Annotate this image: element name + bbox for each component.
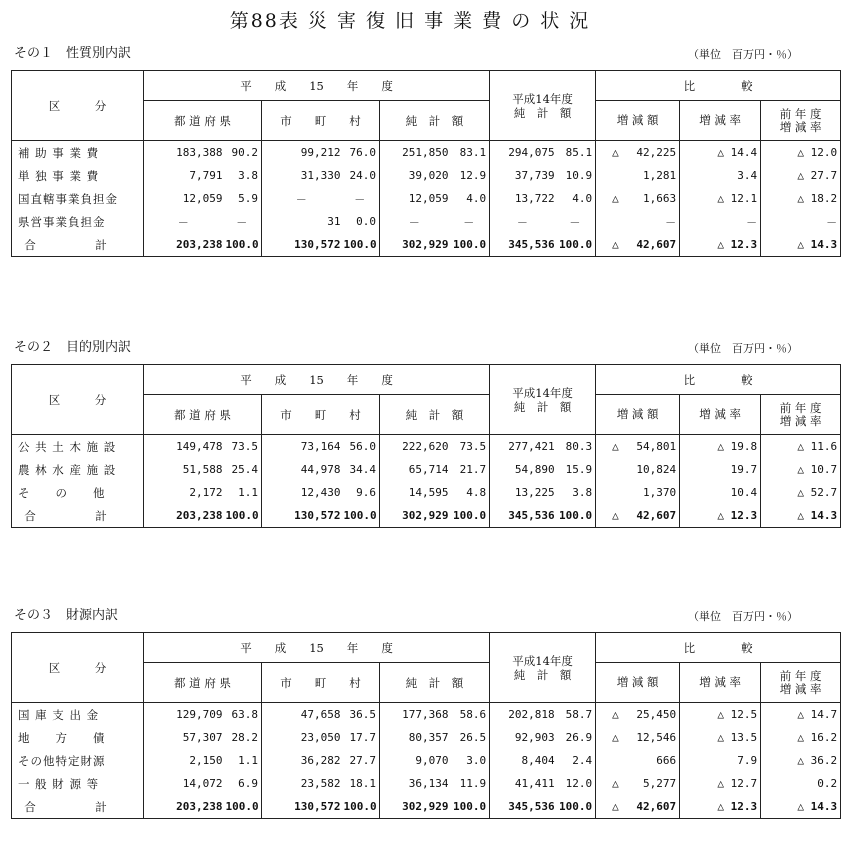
rate-cell: △ 12.1: [680, 187, 761, 210]
header-rate: 増 減 率: [680, 395, 761, 435]
rate-cell: 7.9: [680, 749, 761, 772]
section-title: その３ 財源内訳: [14, 608, 119, 623]
ratio-cell: 56.0: [349, 440, 376, 453]
header-municipality: 市 町 村: [262, 395, 380, 435]
amount-cell: 73,164: [262, 435, 344, 459]
ratio-cell: 18.1: [349, 777, 376, 790]
amount-cell: 65,714: [380, 458, 452, 481]
row-label: 県営事業負担金: [18, 214, 106, 229]
amount-cell: 345,536: [490, 795, 558, 819]
amount-cell: 37,739: [490, 164, 558, 187]
amount-cell: 203,238: [144, 504, 226, 528]
ratio-cell: 3.8: [238, 169, 258, 182]
diff-cell: [596, 187, 680, 210]
ratio-cell: 12.9: [459, 169, 487, 182]
row-label: 単 独 事 業 費: [18, 168, 100, 183]
ratio-cell: 15.9: [565, 463, 593, 476]
header-diff: 増 減 額: [596, 395, 680, 435]
amount-cell: 251,850: [380, 141, 452, 165]
ratio-cell: 100.0: [343, 509, 377, 522]
header-rate: 増 減 率: [680, 101, 761, 141]
diff-value: 10,824: [636, 463, 677, 476]
header-h14: 平成14年度 純 計 額: [490, 71, 596, 141]
ratio-cell: 6.9: [238, 777, 258, 790]
decrease-triangle: [596, 214, 612, 230]
prev-rate-cell: 0.2: [761, 772, 841, 795]
section-title: その２ 目的別内訳: [14, 340, 132, 355]
decrease-triangle: △: [612, 777, 619, 790]
diff-cell: [596, 164, 680, 187]
ratio-cell: 10.9: [565, 169, 593, 182]
ratio-cell: 4.0: [572, 192, 593, 205]
amount-cell: 203,238: [144, 233, 226, 257]
ratio-cell: 100.0: [452, 800, 487, 813]
header-h14: 平成14年度 純 計 額: [490, 633, 596, 703]
data-table: [11, 364, 841, 528]
table-row: [12, 703, 841, 727]
ratio-cell: －: [354, 192, 366, 206]
amount-cell: 31,330: [262, 164, 344, 187]
header-h15: 平 成 15 年 度: [144, 365, 490, 395]
amount-cell: 183,388: [144, 141, 226, 165]
amount-cell: 80,357: [380, 726, 452, 749]
prev-rate-cell: △ 18.2: [761, 187, 841, 210]
row-label: 国直轄事業負担金: [18, 191, 118, 206]
ratio-cell: 4.0: [466, 192, 487, 205]
row-label: その他特定財源: [18, 753, 106, 768]
diff-cell: [596, 504, 680, 528]
ratio-cell: 63.8: [231, 708, 258, 721]
rate-cell: △ 12.3: [680, 233, 761, 257]
diff-cell: [596, 141, 680, 165]
amount-cell: 57,307: [144, 726, 226, 749]
diff-value: 5,277: [642, 777, 677, 790]
amount-cell: 277,421: [490, 435, 558, 459]
ratio-cell: 90.2: [231, 146, 258, 159]
prev-rate-cell: △ 14.7: [761, 703, 841, 727]
ratio-cell: 2.4: [572, 754, 593, 767]
amount-cell: 345,536: [490, 233, 558, 257]
ratio-cell: 0.0: [356, 215, 376, 228]
ratio-cell: 100.0: [452, 509, 487, 522]
table-row: [12, 749, 841, 772]
header-category: 区 分: [12, 365, 144, 435]
amount-cell: 294,075: [490, 141, 558, 165]
amount-cell: 8,404: [490, 749, 558, 772]
decrease-triangle: △: [612, 708, 619, 721]
header-category: 区 分: [12, 633, 144, 703]
header-net: 純 計 額: [380, 663, 490, 703]
diff-value: 54,801: [636, 440, 677, 453]
ratio-cell: 17.7: [349, 731, 376, 744]
ratio-cell: 80.3: [565, 440, 593, 453]
rate-cell: －: [680, 210, 761, 233]
amount-cell: 51,588: [144, 458, 226, 481]
table-row: [12, 164, 841, 187]
decrease-triangle: [596, 169, 612, 182]
ratio-cell: 100.0: [558, 509, 593, 522]
ratio-cell: 3.0: [466, 754, 487, 767]
rate-cell: △ 12.5: [680, 703, 761, 727]
amount-cell: 2,150: [144, 749, 226, 772]
ratio-cell: 28.2: [231, 731, 258, 744]
amount-cell: 92,903: [490, 726, 558, 749]
amount-cell: 302,929: [380, 504, 452, 528]
diff-cell: [596, 210, 680, 233]
table-row: [12, 772, 841, 795]
ratio-cell: 100.0: [225, 238, 259, 251]
header-h15: 平 成 15 年 度: [144, 633, 490, 663]
header-prev-rate: 前 年 度 増 減 率: [761, 663, 841, 703]
amount-cell: 31: [262, 210, 344, 233]
amount-cell: 13,722: [490, 187, 558, 210]
amount-cell: 13,225: [490, 481, 558, 504]
diff-cell: [596, 435, 680, 459]
ratio-cell: 100.0: [452, 238, 487, 251]
ratio-cell: 73.5: [459, 440, 487, 453]
diff-value: 666: [656, 754, 677, 767]
header-h14: 平成14年度 純 計 額: [490, 365, 596, 435]
total-row: [12, 795, 841, 819]
ratio-cell: －: [569, 215, 581, 229]
amount-cell: －: [262, 187, 344, 210]
rate-cell: 19.7: [680, 458, 761, 481]
amount-cell: 23,582: [262, 772, 344, 795]
ratio-cell: 3.8: [572, 486, 593, 499]
amount-cell: 36,282: [262, 749, 344, 772]
header-prefecture: 都 道 府 県: [144, 663, 262, 703]
ratio-cell: 4.8: [466, 486, 487, 499]
amount-cell: －: [490, 210, 558, 233]
header-municipality: 市 町 村: [262, 663, 380, 703]
ratio-cell: 34.4: [349, 463, 376, 476]
decrease-triangle: △: [612, 731, 619, 744]
diff-value: －: [665, 215, 677, 229]
header-prefecture: 都 道 府 県: [144, 395, 262, 435]
decrease-triangle: △: [612, 800, 619, 813]
ratio-cell: 25.4: [231, 463, 258, 476]
ratio-cell: 24.0: [349, 169, 376, 182]
amount-cell: 39,020: [380, 164, 452, 187]
rate-cell: 10.4: [680, 481, 761, 504]
table-row: [12, 435, 841, 459]
decrease-triangle: [596, 754, 612, 767]
header-rate: 増 減 率: [680, 663, 761, 703]
diff-cell: [596, 703, 680, 727]
ratio-cell: 58.7: [565, 708, 593, 721]
table-row: [12, 187, 841, 210]
amount-cell: 99,212: [262, 141, 344, 165]
diff-value: 1,281: [642, 169, 677, 182]
diff-value: 42,607: [636, 800, 677, 813]
row-label: 合 計: [24, 237, 131, 252]
prev-rate-cell: －: [761, 210, 841, 233]
decrease-triangle: [596, 463, 612, 476]
rate-cell: △ 14.4: [680, 141, 761, 165]
amount-cell: 177,368: [380, 703, 452, 727]
header-diff: 増 減 額: [596, 663, 680, 703]
decrease-triangle: △: [612, 146, 619, 159]
header-diff: 増 減 額: [596, 101, 680, 141]
ratio-cell: －: [463, 215, 475, 229]
diff-value: 42,607: [636, 238, 677, 251]
ratio-cell: 12.0: [565, 777, 593, 790]
prev-rate-cell: △ 12.0: [761, 141, 841, 165]
header-prefecture: 都 道 府 県: [144, 101, 262, 141]
ratio-cell: －: [236, 215, 248, 229]
header-comparison: 比 較: [596, 365, 841, 395]
ratio-cell: 100.0: [225, 509, 259, 522]
ratio-cell: 36.5: [349, 708, 376, 721]
amount-cell: 12,059: [380, 187, 452, 210]
header-municipality: 市 町 村: [262, 101, 380, 141]
amount-cell: 130,572: [262, 795, 344, 819]
ratio-cell: 100.0: [558, 238, 593, 251]
rate-cell: △ 12.3: [680, 795, 761, 819]
header-row: [12, 633, 841, 663]
diff-value: 1,663: [642, 192, 677, 205]
ratio-cell: 58.6: [459, 708, 487, 721]
diff-cell: [596, 233, 680, 257]
amount-cell: 12,430: [262, 481, 344, 504]
diff-cell: [596, 772, 680, 795]
ratio-cell: 26.9: [565, 731, 593, 744]
amount-cell: 302,929: [380, 795, 452, 819]
ratio-cell: 100.0: [343, 238, 377, 251]
prev-rate-cell: △ 27.7: [761, 164, 841, 187]
diff-value: 12,546: [636, 731, 677, 744]
ratio-cell: 100.0: [225, 800, 259, 813]
decrease-triangle: △: [612, 440, 619, 453]
ratio-cell: 11.9: [459, 777, 487, 790]
rate-cell: △ 19.8: [680, 435, 761, 459]
ratio-cell: 1.1: [238, 486, 258, 499]
amount-cell: 41,411: [490, 772, 558, 795]
header-category: 区 分: [12, 71, 144, 141]
ratio-cell: 27.7: [349, 754, 376, 767]
header-h15: 平 成 15 年 度: [144, 71, 490, 101]
row-label: 地 方 債: [18, 730, 106, 745]
prev-rate-cell: △ 14.3: [761, 504, 841, 528]
prev-rate-cell: △ 52.7: [761, 481, 841, 504]
header-prev-rate: 前 年 度 増 減 率: [761, 101, 841, 141]
amount-cell: 149,478: [144, 435, 226, 459]
row-label: 農 林 水 産 施 設: [18, 462, 117, 477]
header-prev-rate: 前 年 度 増 減 率: [761, 395, 841, 435]
amount-cell: 54,890: [490, 458, 558, 481]
diff-value: 42,607: [636, 509, 677, 522]
decrease-triangle: △: [612, 192, 619, 205]
amount-cell: 9,070: [380, 749, 452, 772]
amount-cell: 202,818: [490, 703, 558, 727]
ratio-cell: 1.1: [238, 754, 258, 767]
unit-label: （単位 百万円・％）: [688, 342, 798, 355]
diff-value: 25,450: [636, 708, 677, 721]
ratio-cell: 21.7: [459, 463, 487, 476]
row-label: 補 助 事 業 費: [18, 145, 100, 160]
prev-rate-cell: △ 36.2: [761, 749, 841, 772]
amount-cell: 2,172: [144, 481, 226, 504]
amount-cell: 36,134: [380, 772, 452, 795]
table-row: [12, 141, 841, 165]
diff-value: 42,225: [636, 146, 677, 159]
ratio-cell: 26.5: [459, 731, 487, 744]
decrease-triangle: △: [612, 509, 619, 522]
row-label: 合 計: [24, 508, 131, 523]
rate-cell: △ 12.3: [680, 504, 761, 528]
header-net: 純 計 額: [380, 101, 490, 141]
header-comparison: 比 較: [596, 633, 841, 663]
amount-cell: 345,536: [490, 504, 558, 528]
amount-cell: 222,620: [380, 435, 452, 459]
unit-label: （単位 百万円・％）: [688, 48, 798, 61]
diff-value: 1,370: [642, 486, 677, 499]
ratio-cell: 73.5: [231, 440, 258, 453]
prev-rate-cell: △ 10.7: [761, 458, 841, 481]
page-title: 第88表 災 害 復 旧 事 業 費 の 状 況: [229, 10, 591, 32]
amount-cell: 129,709: [144, 703, 226, 727]
rate-cell: 3.4: [680, 164, 761, 187]
decrease-triangle: [596, 486, 612, 499]
row-label: 国 庫 支 出 金: [18, 707, 100, 722]
ratio-cell: 85.1: [565, 146, 593, 159]
prev-rate-cell: △ 14.3: [761, 795, 841, 819]
amount-cell: －: [380, 210, 452, 233]
row-label: そ の 他: [18, 485, 106, 500]
table-row: [12, 481, 841, 504]
ratio-cell: 76.0: [349, 146, 376, 159]
header-comparison: 比 較: [596, 71, 841, 101]
rate-cell: △ 12.7: [680, 772, 761, 795]
amount-cell: 12,059: [144, 187, 226, 210]
row-label: 一 般 財 源 等: [18, 776, 100, 791]
prev-rate-cell: △ 11.6: [761, 435, 841, 459]
prev-rate-cell: △ 16.2: [761, 726, 841, 749]
rate-cell: △ 13.5: [680, 726, 761, 749]
diff-cell: [596, 749, 680, 772]
data-table: [11, 632, 841, 819]
amount-cell: 44,978: [262, 458, 344, 481]
amount-cell: 302,929: [380, 233, 452, 257]
diff-cell: [596, 726, 680, 749]
amount-cell: 130,572: [262, 233, 344, 257]
amount-cell: 130,572: [262, 504, 344, 528]
amount-cell: 7,791: [144, 164, 226, 187]
amount-cell: 203,238: [144, 795, 226, 819]
unit-label: （単位 百万円・％）: [688, 610, 798, 623]
ratio-cell: 83.1: [459, 146, 487, 159]
header-net: 純 計 額: [380, 395, 490, 435]
diff-cell: [596, 795, 680, 819]
table-row: [12, 726, 841, 749]
row-label: 合 計: [24, 799, 131, 814]
table-row: [12, 210, 841, 233]
ratio-cell: 100.0: [343, 800, 377, 813]
row-label: 公 共 土 木 施 設: [18, 439, 117, 454]
prev-rate-cell: △ 14.3: [761, 233, 841, 257]
ratio-cell: 5.9: [238, 192, 258, 205]
amount-cell: 14,595: [380, 481, 452, 504]
decrease-triangle: △: [612, 238, 619, 251]
amount-cell: 14,072: [144, 772, 226, 795]
ratio-cell: 9.6: [356, 486, 376, 499]
header-row: [12, 365, 841, 395]
amount-cell: 23,050: [262, 726, 344, 749]
ratio-cell: 100.0: [558, 800, 593, 813]
diff-cell: [596, 458, 680, 481]
amount-cell: －: [144, 210, 226, 233]
section-title: その１ 性質別内訳: [14, 46, 132, 61]
total-row: [12, 233, 841, 257]
header-row: [12, 71, 841, 101]
diff-cell: [596, 481, 680, 504]
table-row: [12, 458, 841, 481]
data-table: [11, 70, 841, 257]
amount-cell: 47,658: [262, 703, 344, 727]
total-row: [12, 504, 841, 528]
